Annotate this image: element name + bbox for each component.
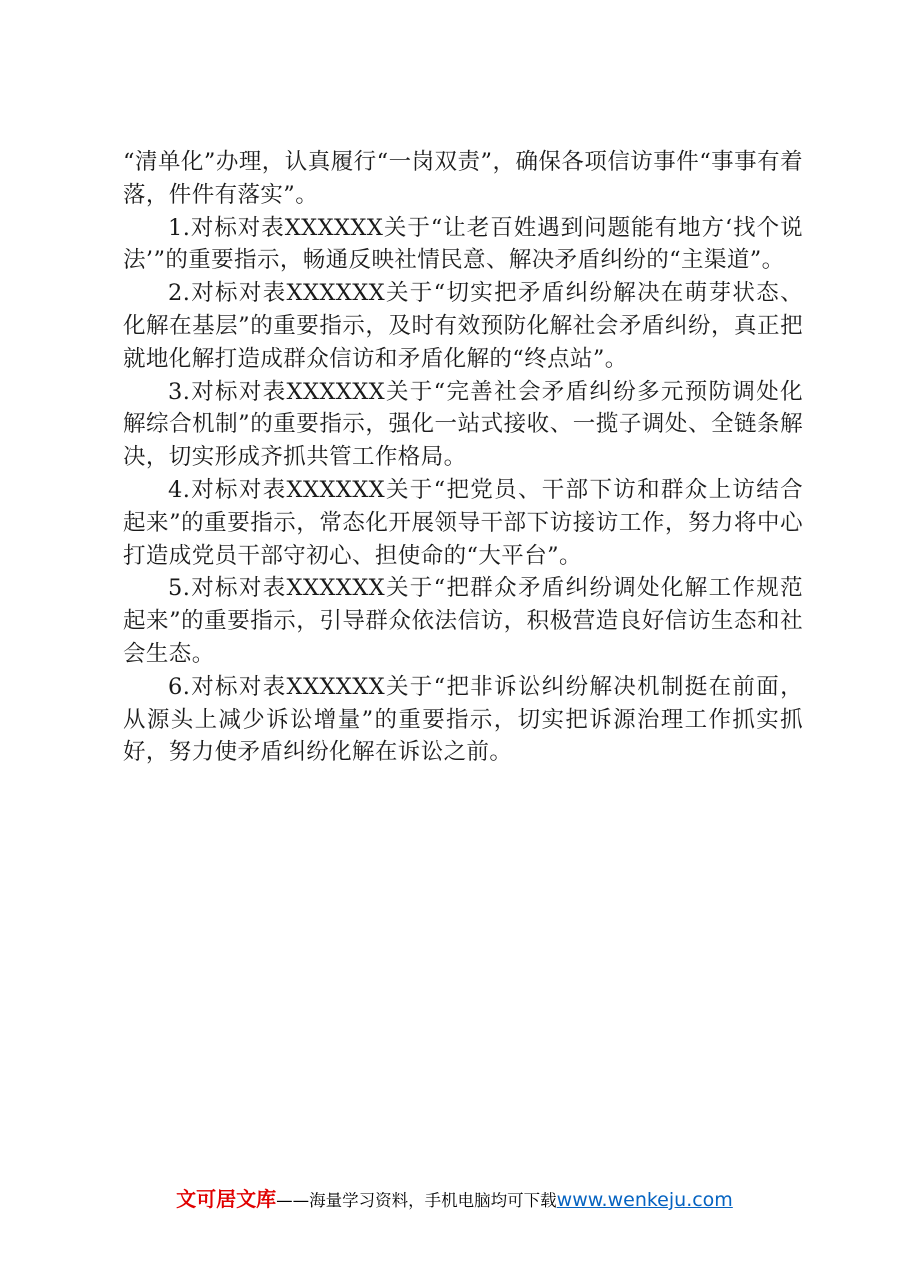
paragraph-item-6: 6.对标对表XXXXXX关于“把非诉讼纠纷解决机制挺在前面，从源头上减少诉讼增量”的重要指示，切实把诉源治理工作抓实抓好，努力使矛盾纠纷化解在诉讼之前。 <box>123 673 803 766</box>
paragraph-item-2: 2.对标对表XXXXXX关于“切实把矛盾纠纷解决在萌芽状态、化解在基层”的重要指示，及时有效预防化解社会矛盾纠纷，真正把就地化解打造成群众信访和矛盾化解的“终点站”。 <box>123 280 803 372</box>
paragraph-item-1: 1.对标对表XXXXXX关于“让老百姓遇到问题能有地方‘找个说法’”的重要指示，畅通反映社情民意、解决矛盾纠纷的“主渠道”。 <box>123 214 803 274</box>
footer-banner <box>0 1183 909 1212</box>
paragraph-item-4: 4.对标对表XXXXXX关于“把党员、干部下访和群众上访结合起来”的重要指示，常态化开展领导干部下访接访工作，努力将中心打造成党员干部守初心、担使命的“大平台”。 <box>123 476 803 569</box>
footer-website-link[interactable]: www.wenkeju.com <box>556 1189 733 1211</box>
paragraph-continuation: “清单化”办理，认真履行“一岗双责”，确保各项信访事件“事事有着落，件件有落实”。 <box>123 149 803 208</box>
paragraph-item-5: 5.对标对表XXXXXX关于“把群众矛盾纠纷调处化解工作规范起来”的重要指示，引导群众依法信访，积极营造良好信访生态和社会生态。 <box>123 575 803 667</box>
paragraph-item-3: 3.对标对表XXXXXX关于“完善社会矛盾纠纷多元预防调处化解综合机制”的重要指示，强化一站式接收、一揽子调处、全链条解决，切实形成齐抓共管工作格局。 <box>123 378 803 471</box>
footer-tagline: ——海量学习资料，手机电脑均可下载 <box>276 1191 557 1210</box>
document-body <box>123 146 803 769</box>
footer-brand: 文可居文库 <box>176 1187 277 1211</box>
